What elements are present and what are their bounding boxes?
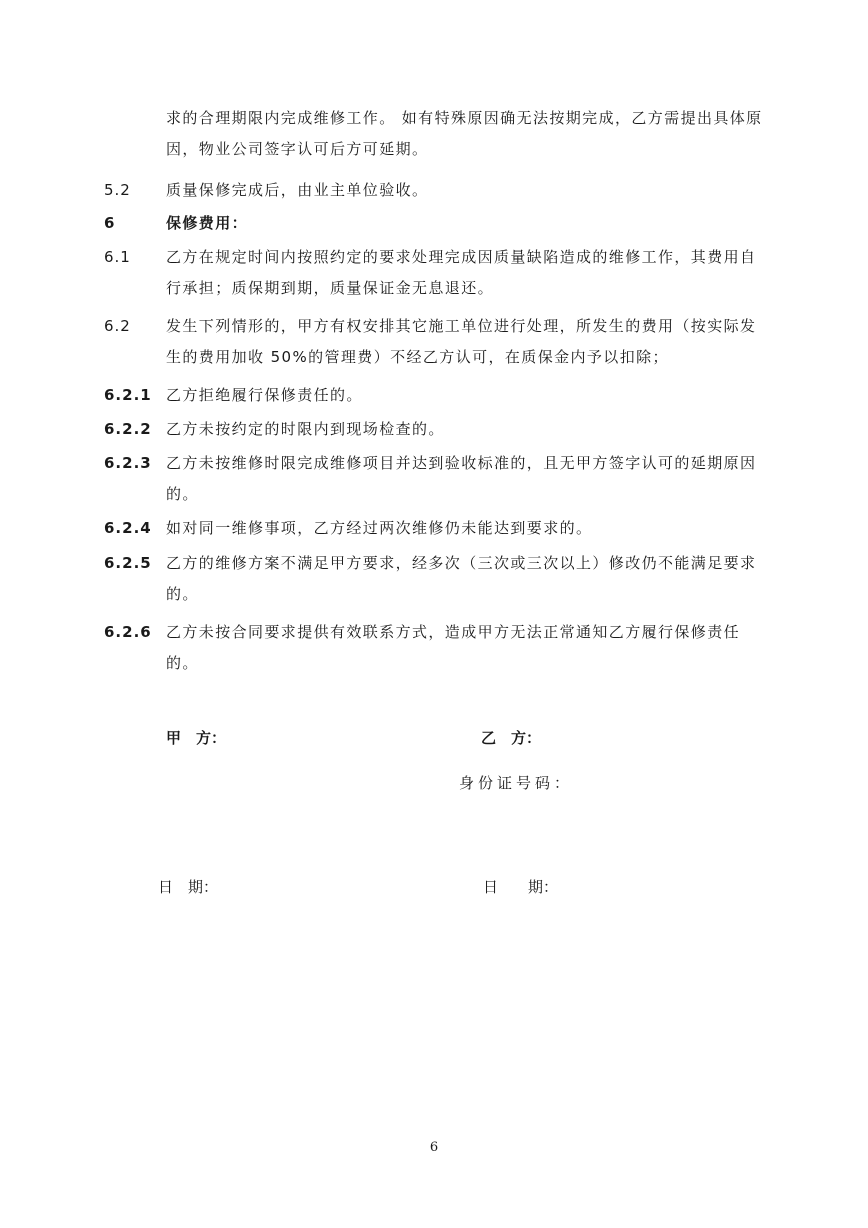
page-number: 6 xyxy=(429,1140,439,1155)
continuation-text: 求的合理期限内完成维修工作。 如有特殊原因确无法按期完成，乙方需提出具体原因，物业公司签字认可后方可延期。 xyxy=(166,109,763,158)
clause-text: 乙方拒绝履行保修责任的。 xyxy=(166,386,363,404)
party-b-date-label: 日 期： xyxy=(483,878,559,896)
clause-number: 6.2.2 xyxy=(104,420,152,438)
party-b-label: 乙 方： xyxy=(481,729,542,747)
clause-number: 6.2 xyxy=(104,317,131,335)
clause-text: 乙方未按维修时限完成维修项目并达到验收标准的，且无甲方签字认可的延期原因的。 xyxy=(166,454,757,503)
clause-number: 6.2.6 xyxy=(104,623,152,641)
clause-number: 6.2.1 xyxy=(104,386,152,404)
clause-text: 乙方在规定时间内按照约定的要求处理完成因质量缺陷造成的维修工作，其费用自行承担；质保期到期，质量保证金无息退还。 xyxy=(166,248,757,297)
id-number-label: 身份证号码： xyxy=(459,774,574,792)
clause-number: 6.2.3 xyxy=(104,454,152,472)
clause-text: 质量保修完成后，由业主单位验收。 xyxy=(166,181,429,199)
clause-text: 乙方未按合同要求提供有效联系方式，造成甲方无法正常通知乙方履行保修责任的。 xyxy=(166,623,741,672)
party-a-label: 甲 方： xyxy=(166,729,227,747)
clause-text: 乙方的维修方案不满足甲方要求，经多次（三次或三次以上）修改仍不能满足要求的。 xyxy=(166,554,757,603)
clause-number: 6.2.4 xyxy=(104,519,152,537)
clause-number: 6.1 xyxy=(104,248,131,266)
clause-text: 如对同一维修事项，乙方经过两次维修仍未能达到要求的。 xyxy=(166,519,593,537)
clause-text: 发生下列情形的，甲方有权安排其它施工单位进行处理，所发生的费用（按实际发生的费用加收 50%的管理费）不经乙方认可，在质保金内予以扣除； xyxy=(166,317,757,366)
clause-text: 乙方未按约定的时限内到现场检查的。 xyxy=(166,420,445,438)
party-a-date-label: 日 期： xyxy=(158,878,219,896)
clause-number: 5.2 xyxy=(104,181,131,199)
clause-heading-text: 保修费用： xyxy=(166,214,249,232)
clause-number: 6 xyxy=(104,214,116,232)
clause-number: 6.2.5 xyxy=(104,554,152,572)
